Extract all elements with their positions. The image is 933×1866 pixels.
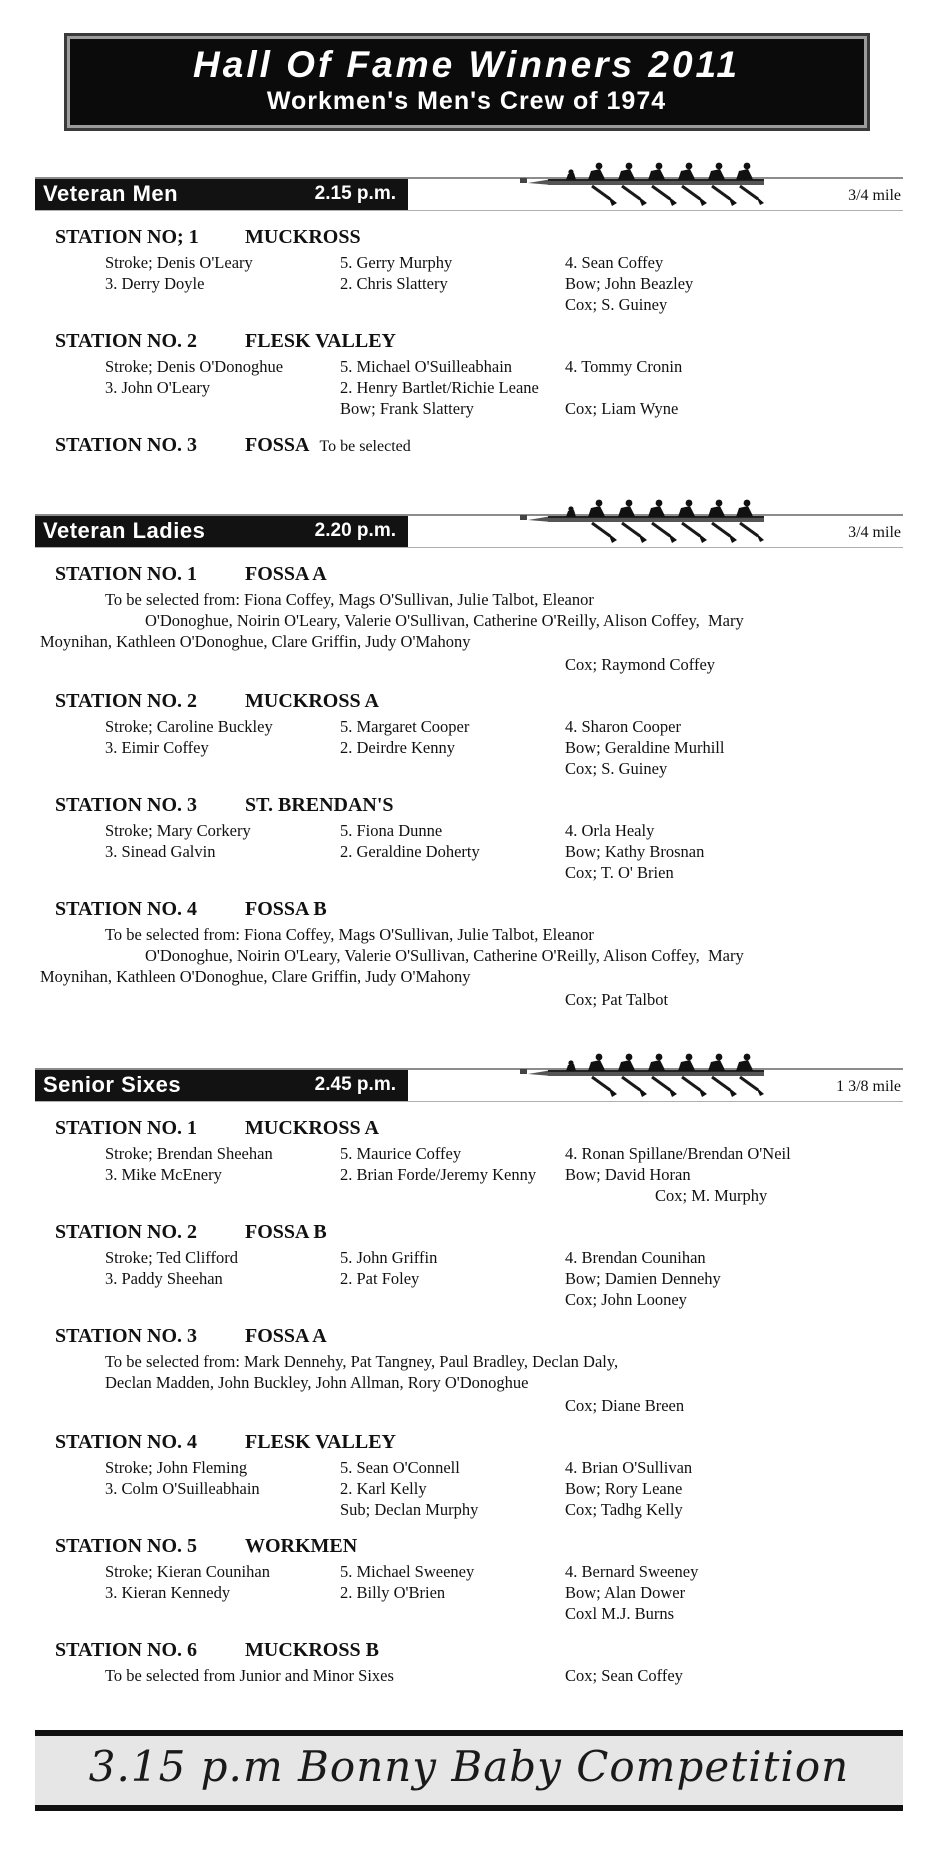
crew-seat: Cox; Tadhg Kelly: [565, 1499, 683, 1519]
selection-note-line: To be selected from: Fiona Coffey, Mags O'Sullivan, Julie Talbot, Eleanor: [105, 924, 594, 944]
crew-seat: Stroke; Kieran Counihan: [105, 1561, 270, 1581]
station-block: [55, 792, 900, 883]
station-block: [55, 328, 900, 419]
crew-row: [55, 862, 900, 883]
crew-seat: 5. Fiona Dunne: [340, 820, 443, 840]
station-label: STATION NO. 4: [55, 897, 198, 920]
cox-name: Cox; Sean Coffey: [565, 1665, 683, 1685]
station-club: FOSSA A: [245, 1324, 327, 1347]
station-club: FLESK VALLEY: [245, 1430, 396, 1453]
crew-seat: 4. Brian O'Sullivan: [565, 1457, 693, 1477]
crew-seat: 2. Billy O'Brien: [340, 1582, 446, 1602]
section-senior-sixes: [0, 1068, 933, 1686]
crew-seat: [340, 1603, 565, 1624]
crew-seat: Coxl M.J. Burns: [565, 1603, 675, 1623]
station-label: STATION NO. 3: [55, 793, 198, 816]
crew-seat: Stroke; Ted Clifford: [105, 1247, 238, 1267]
crew-seat: 3. Sinead Galvin: [105, 841, 216, 861]
footer-event-text: 3.15 p.m Bonny Baby Competition: [88, 1741, 850, 1791]
crew-seat: 5. Maurice Coffey: [340, 1143, 462, 1163]
station-club: MUCKROSS A: [245, 1116, 379, 1139]
crew-seat: 3. Kieran Kennedy: [105, 1582, 231, 1602]
station-block: [55, 1429, 900, 1520]
crew-row: [55, 1457, 900, 1478]
station-header: [55, 328, 900, 356]
crew-seat: Bow; David Horan: [565, 1164, 691, 1184]
station-header: [55, 1323, 900, 1351]
crew-seat: Cox; S. Guiney: [565, 294, 668, 314]
crew-seat: 2. Chris Slattery: [340, 273, 448, 293]
section-header-row: [35, 177, 903, 211]
section-distance: 1 3/8 mile: [836, 1077, 901, 1095]
crew-seat: Cox; T. O' Brien: [565, 862, 674, 882]
crew-seat: 3. Eimir Coffey: [105, 737, 209, 757]
station-label: STATION NO; 1: [55, 225, 199, 248]
station-label: STATION NO. 4: [55, 1430, 198, 1453]
crew-seat: 5. Michael O'Suilleabhain: [340, 356, 513, 376]
crew-seat: [55, 862, 340, 883]
crew-seat: [565, 377, 900, 398]
crew-row: [55, 398, 900, 419]
section-veteran-ladies: [0, 514, 933, 1010]
crew-row: [55, 1247, 900, 1268]
crew-seat: Stroke; Caroline Buckley: [105, 716, 273, 736]
section-title-bar: [35, 1070, 408, 1101]
crew-seat: [340, 1289, 565, 1310]
crew-seat: 4. Tommy Cronin: [565, 356, 683, 376]
crew-row: [55, 356, 900, 377]
crew-seat: 4. Brendan Counihan: [565, 1247, 706, 1267]
crew-seat: Cox; M. Murphy: [655, 1185, 768, 1205]
crew-seat: Bow; Geraldine Murhill: [565, 737, 725, 757]
crew-seat: [340, 294, 565, 315]
station-block: [55, 1219, 900, 1310]
crew-seat: 5. Margaret Cooper: [340, 716, 470, 736]
crew-seat: [55, 1499, 340, 1520]
crew-row: [55, 1185, 900, 1206]
station-block: [55, 1115, 900, 1206]
station-label: STATION NO. 2: [55, 689, 198, 712]
station-note: To be selected: [319, 437, 411, 455]
crew-row: [55, 737, 900, 758]
station-club: MUCKROSS A: [245, 689, 379, 712]
station-header: [55, 1429, 900, 1457]
station-header: [55, 561, 900, 589]
section-title-bar: [35, 179, 408, 210]
station-block: [55, 432, 900, 460]
cox-name: Cox; Pat Talbot: [565, 989, 669, 1009]
crew-seat: Cox; John Looney: [565, 1289, 687, 1309]
section-veteran-men: [0, 177, 933, 460]
station-label: STATION NO. 3: [55, 433, 198, 456]
crew-seat: [55, 398, 340, 419]
station-club: ST. BRENDAN'S: [245, 793, 394, 816]
crew-seat: Stroke; Mary Corkery: [105, 820, 251, 840]
crew-row: [55, 1603, 900, 1624]
selection-note-line: To be selected from: Mark Dennehy, Pat Tangney, Paul Bradley, Declan Daly,: [105, 1351, 619, 1371]
cox-name: Cox; Diane Breen: [565, 1395, 685, 1415]
crew-row: [55, 1561, 900, 1582]
stations-list: [40, 561, 900, 1010]
crew-row: [55, 1478, 900, 1499]
rowing-crew-icon: [518, 489, 768, 543]
crew-seat: 3. Paddy Sheehan: [105, 1268, 223, 1288]
crew-seat: 4. Orla Healy: [565, 820, 655, 840]
station-header: [55, 1637, 900, 1665]
section-time: 2.15 p.m.: [314, 183, 396, 205]
crew-seat: Bow; Rory Leane: [565, 1478, 683, 1498]
section-header-row: [35, 514, 903, 548]
crew-row: [55, 820, 900, 841]
crew-row: [55, 1499, 900, 1520]
station-label: STATION NO. 3: [55, 1324, 198, 1347]
crew-seat: 3. John O'Leary: [105, 377, 211, 397]
station-club: FOSSA B: [245, 897, 327, 920]
crew-row: [55, 252, 900, 273]
selection-note-line: Moynihan, Kathleen O'Donoghue, Clare Griffin, Judy O'Mahony: [40, 631, 471, 651]
selection-note-line: Declan Madden, John Buckley, John Allman, Rory O'Donoghue: [105, 1372, 529, 1392]
crew-seat: 2. Geraldine Doherty: [340, 841, 480, 861]
crew-seat: Stroke; Denis O'Leary: [105, 252, 253, 272]
rowing-crew-icon: [518, 152, 768, 206]
section-title-bar: [35, 516, 408, 547]
crew-row: [55, 841, 900, 862]
crew-seat: [340, 862, 565, 883]
crew-seat: 2. Pat Foley: [340, 1268, 420, 1288]
crew-seat: [55, 1185, 340, 1206]
station-label: STATION NO. 2: [55, 329, 198, 352]
crew-seat: Bow; Damien Dennehy: [565, 1268, 721, 1288]
crew-row: [55, 1268, 900, 1289]
section-distance: 3/4 mile: [848, 186, 901, 204]
crew-seat: 2. Henry Bartlet/Richie Leane: [340, 377, 539, 397]
rowing-crew-icon: [518, 1043, 768, 1097]
crew-row: [55, 294, 900, 315]
crew-row: [55, 273, 900, 294]
crew-seat: 5. Michael Sweeney: [340, 1561, 475, 1581]
station-club: WORKMEN: [245, 1534, 358, 1557]
crew-row: [55, 1665, 900, 1686]
station-club: FOSSA B: [245, 1220, 327, 1243]
crew-seat: 3. Colm O'Suilleabhain: [105, 1478, 260, 1498]
section-time: 2.20 p.m.: [314, 520, 396, 542]
station-club: MUCKROSS: [245, 225, 361, 248]
crew-seat: 5. Sean O'Connell: [340, 1457, 460, 1477]
section-time: 2.45 p.m.: [314, 1074, 396, 1096]
station-block: [55, 1323, 900, 1416]
station-header: [55, 688, 900, 716]
crew-seat: Stroke; John Fleming: [105, 1457, 248, 1477]
crew-seat: Bow; Alan Dower: [565, 1582, 686, 1602]
station-club: FOSSA: [245, 433, 310, 456]
station-block: [40, 896, 900, 1010]
station-header: [55, 224, 900, 252]
section-name: Veteran Ladies: [43, 518, 206, 544]
station-block: [40, 561, 900, 675]
crew-seat: 4. Sean Coffey: [565, 252, 664, 272]
page-subtitle: Workmen's Men's Crew of 1974: [266, 86, 667, 115]
section-distance: 3/4 mile: [848, 523, 901, 541]
station-label: STATION NO. 6: [55, 1638, 198, 1661]
crew-seat: Sub; Declan Murphy: [340, 1499, 479, 1519]
station-header: [55, 792, 900, 820]
crew-seat: Bow; Frank Slattery: [340, 398, 474, 418]
crew-row: [55, 1289, 900, 1310]
station-club: FLESK VALLEY: [245, 329, 396, 352]
crew-row: [55, 377, 900, 398]
crew-seat: Stroke; Brendan Sheehan: [105, 1143, 273, 1163]
station-label: STATION NO. 5: [55, 1534, 198, 1557]
crew-seat: 4. Bernard Sweeney: [565, 1561, 699, 1581]
station-label: STATION NO. 1: [55, 562, 198, 585]
selection-note-line: To be selected from: Fiona Coffey, Mags O'Sullivan, Julie Talbot, Eleanor: [105, 589, 594, 609]
station-header: [55, 896, 900, 924]
station-block: [55, 224, 900, 315]
crew-seat: 2. Karl Kelly: [340, 1478, 427, 1498]
station-club: MUCKROSS B: [245, 1638, 379, 1661]
cox-name: Cox; Raymond Coffey: [565, 654, 716, 674]
stations-list: [55, 224, 900, 460]
stations-list: [55, 1115, 900, 1686]
page-title: Hall Of Fame Winners 2011: [193, 44, 740, 85]
crew-seat: [55, 758, 340, 779]
selection-note-line: O'Donoghue, Noirin O'Leary, Valerie O'Sullivan, Catherine O'Reilly, Alison Coffey, Mary: [145, 945, 744, 965]
crew-seat: [55, 294, 340, 315]
crew-seat: 2. Brian Forde/Jeremy Kenny: [340, 1164, 537, 1184]
crew-row: [55, 1164, 900, 1185]
station-label: STATION NO. 2: [55, 1220, 198, 1243]
crew-seat: Bow; Kathy Brosnan: [565, 841, 705, 861]
crew-seat: [340, 758, 565, 779]
crew-row: [55, 1143, 900, 1164]
crew-row: [55, 716, 900, 737]
crew-seat: 5. Gerry Murphy: [340, 252, 453, 272]
crew-seat: Cox; S. Guiney: [565, 758, 668, 778]
crew-seat: [55, 1603, 340, 1624]
selection-note-line: O'Donoghue, Noirin O'Leary, Valerie O'Sullivan, Catherine O'Reilly, Alison Coffey, Mary: [145, 610, 744, 630]
section-header-row: [35, 1068, 903, 1102]
crew-row: [55, 1582, 900, 1603]
crew-seat: 2. Deirdre Kenny: [340, 737, 456, 757]
station-block: [55, 1533, 900, 1624]
crew-row: [55, 758, 900, 779]
footer-banner: [35, 1730, 903, 1811]
station-header: [55, 1533, 900, 1561]
crew-seat: 5. John Griffin: [340, 1247, 438, 1267]
crew-seat: 3. Mike McEnery: [105, 1164, 222, 1184]
crew-seat: 3. Derry Doyle: [105, 273, 205, 293]
crew-seat: Stroke; Denis O'Donoghue: [105, 356, 284, 376]
station-header: [55, 1115, 900, 1143]
title-banner: [64, 33, 870, 131]
section-name: Senior Sixes: [43, 1072, 182, 1098]
station-club: FOSSA A: [245, 562, 327, 585]
station-block: [55, 1637, 900, 1686]
station-label: STATION NO. 1: [55, 1116, 198, 1139]
crew-seat: 4. Ronan Spillane/Brendan O'Neil: [565, 1143, 791, 1163]
crew-seat: Bow; John Beazley: [565, 273, 694, 293]
crew-seat: [55, 1289, 340, 1310]
station-block: [55, 688, 900, 779]
crew-seat: 4. Sharon Cooper: [565, 716, 681, 736]
selection-note-line: Moynihan, Kathleen O'Donoghue, Clare Griffin, Judy O'Mahony: [40, 966, 471, 986]
station-header: [55, 432, 900, 460]
crew-seat: Cox; Liam Wyne: [565, 398, 679, 418]
crew-seat: [340, 1185, 565, 1206]
section-name: Veteran Men: [43, 181, 179, 207]
station-header: [55, 1219, 900, 1247]
selection-note: To be selected from Junior and Minor Sixes: [105, 1665, 394, 1685]
